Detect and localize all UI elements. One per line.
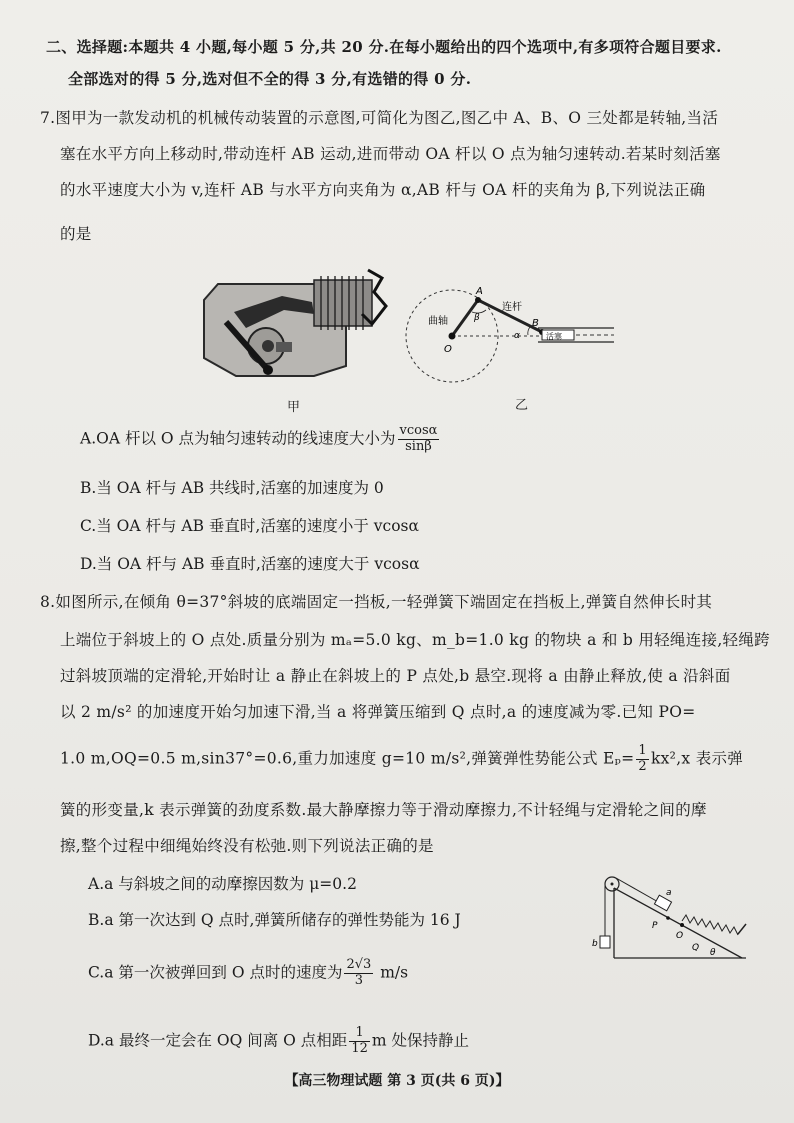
q7-option-a-fraction	[398, 424, 440, 455]
label-theta: θ	[710, 948, 716, 958]
section-title-line1: 二、选择题:本题共 4 小题,每小题 5 分,共 20 分.在每小题给出的四个选项中,有多项符合题目要求.	[46, 38, 722, 56]
q8-option-d-denominator: 12	[351, 1040, 368, 1056]
engine-part	[276, 342, 292, 352]
q8-option-d-fraction	[349, 1026, 370, 1057]
q8-option-b: B.a 第一次达到 Q 点时,弹簧所储存的弹性势能为 16 J	[88, 911, 461, 929]
q8-option-d	[88, 1026, 469, 1057]
q8-stem-line3: 过斜坡顶端的定滑轮,开始时让 a 静止在斜坡上的 P 点处,b 悬空.现将 a 由静止释放,使 a 沿斜面	[60, 667, 731, 685]
label-B: B	[532, 318, 539, 329]
q8-option-c-text: C.a 第一次被弹回到 O 点时的速度为	[88, 963, 343, 982]
q7-figure-yi	[400, 280, 616, 390]
stopper	[738, 924, 746, 934]
q7-stem-line1: 7.图甲为一款发动机的机械传动装置的示意图,可简化为图乙,图乙中 A、B、O 三处都是转轴,当活	[40, 109, 719, 127]
q8-stem-line5	[60, 744, 743, 775]
incline-slope	[614, 888, 742, 958]
q8-stem-line4: 以 2 m/s² 的加速度开始匀加速下滑,当 a 将弹簧压缩到 Q 点时,a 的速度减为零.已知 PO=	[60, 703, 696, 721]
q7-option-a-denominator: sinβ	[405, 438, 432, 454]
q8-option-d-suffix: m 处保持静止	[371, 1031, 469, 1050]
label-Q: Q	[692, 943, 700, 953]
axis-O	[449, 333, 456, 340]
q8-stem-line5-text: 1.0 m,OQ=0.5 m,sin37°=0.6,重力加速度 g=10 m/s²,弹簧弹性势能公式 Eₚ=	[60, 749, 635, 768]
label-a: a	[666, 888, 672, 898]
q8-stem-line6: 簧的形变量,k 表示弹簧的劲度系数.最大静摩擦力等于滑动摩擦力,不计轻绳与定滑轮之间的摩	[60, 801, 707, 819]
crank-center	[262, 340, 274, 352]
q8-option-c-unit: m/s	[380, 963, 409, 982]
q7-figure-jia-caption: 甲	[287, 400, 301, 415]
q8-stem-line7: 擦,整个过程中细绳始终没有松弛.则下列说法正确的是	[60, 837, 434, 855]
q8-option-c-fraction	[344, 958, 373, 989]
q7-option-d: D.当 OA 杆与 AB 垂直时,活塞的速度大于 vcosα	[80, 555, 420, 573]
q7-stem-line4: 的是	[60, 225, 92, 243]
label-P: P	[652, 921, 658, 931]
q8-option-d-text: D.a 最终一定会在 OQ 间离 O 点相距	[88, 1031, 348, 1050]
label-O: O	[676, 931, 684, 941]
q8-stem-line2: 上端位于斜坡上的 O 点处.质量分别为 mₐ=5.0 kg、m_b=1.0 kg 的物块 a 和 b 用轻绳连接,轻绳跨	[60, 631, 770, 649]
crank-pin	[263, 365, 273, 375]
section-title-line2: 全部选对的得 5 分,选对但不全的得 3 分,有选错的得 0 分.	[68, 70, 472, 88]
alpha-arc	[528, 327, 530, 335]
q8-energy-numerator: 1	[638, 743, 647, 758]
label-b: b	[592, 939, 598, 949]
q7-figure-jia	[196, 266, 392, 386]
q7-option-a	[80, 424, 441, 455]
rope-slope	[616, 878, 660, 903]
pulley-axle	[611, 883, 614, 886]
q7-option-a-numerator: vcosα	[399, 423, 438, 438]
q8-option-d-numerator: 1	[349, 1026, 370, 1042]
q7-option-c: C.当 OA 杆与 AB 垂直时,活塞的速度小于 vcosα	[80, 517, 419, 535]
page-footer: 【高三物理试题 第 3 页(共 6 页)】	[284, 1073, 510, 1089]
label-O: O	[444, 344, 452, 355]
q8-option-c-numerator: 2√3	[346, 957, 372, 972]
q8-stem-line1: 8.如图所示,在倾角 θ=37°斜坡的底端固定一挡板,一轻弹簧下端固定在挡板上,弹簧自然伸长时其	[40, 593, 713, 611]
q8-figure-incline	[586, 870, 756, 966]
label-rod: 连杆	[502, 302, 522, 313]
q7-option-b: B.当 OA 杆与 AB 共线时,活塞的加速度为 0	[80, 479, 384, 497]
label-alpha: α	[514, 331, 520, 341]
label-beta: β	[474, 313, 480, 323]
q8-option-a: A.a 与斜坡之间的动摩擦因数为 μ=0.2	[88, 875, 357, 893]
q7-figure-yi-caption: 乙	[515, 398, 529, 413]
q8-option-c	[88, 958, 408, 989]
block-b	[600, 936, 610, 948]
q7-stem-line3: 的水平速度大小为 v,连杆 AB 与水平方向夹角为 α,AB 杆与 OA 杆的夹角为 β,下列说法正确	[60, 181, 706, 199]
q8-energy-denominator: 2	[638, 758, 647, 774]
point-P	[666, 916, 670, 920]
point-O	[680, 923, 684, 927]
q7-option-a-text: A.OA 杆以 O 点为轴匀速转动的线速度大小为	[80, 429, 396, 448]
label-crank: 曲轴	[428, 316, 448, 327]
q8-option-c-denominator: 3	[354, 972, 364, 988]
axis-A	[475, 297, 481, 303]
q8-stem-line5-suffix: kx²,x 表示弹	[650, 749, 744, 768]
label-A: A	[476, 286, 483, 297]
label-piston: 活塞	[546, 332, 562, 341]
q7-stem-line2: 塞在水平方向上移动时,带动连杆 AB 运动,进而带动 OA 杆以 O 点为轴匀速转动.若某时刻活塞	[60, 145, 721, 163]
spring	[682, 915, 738, 935]
q8-energy-fraction	[636, 744, 649, 775]
